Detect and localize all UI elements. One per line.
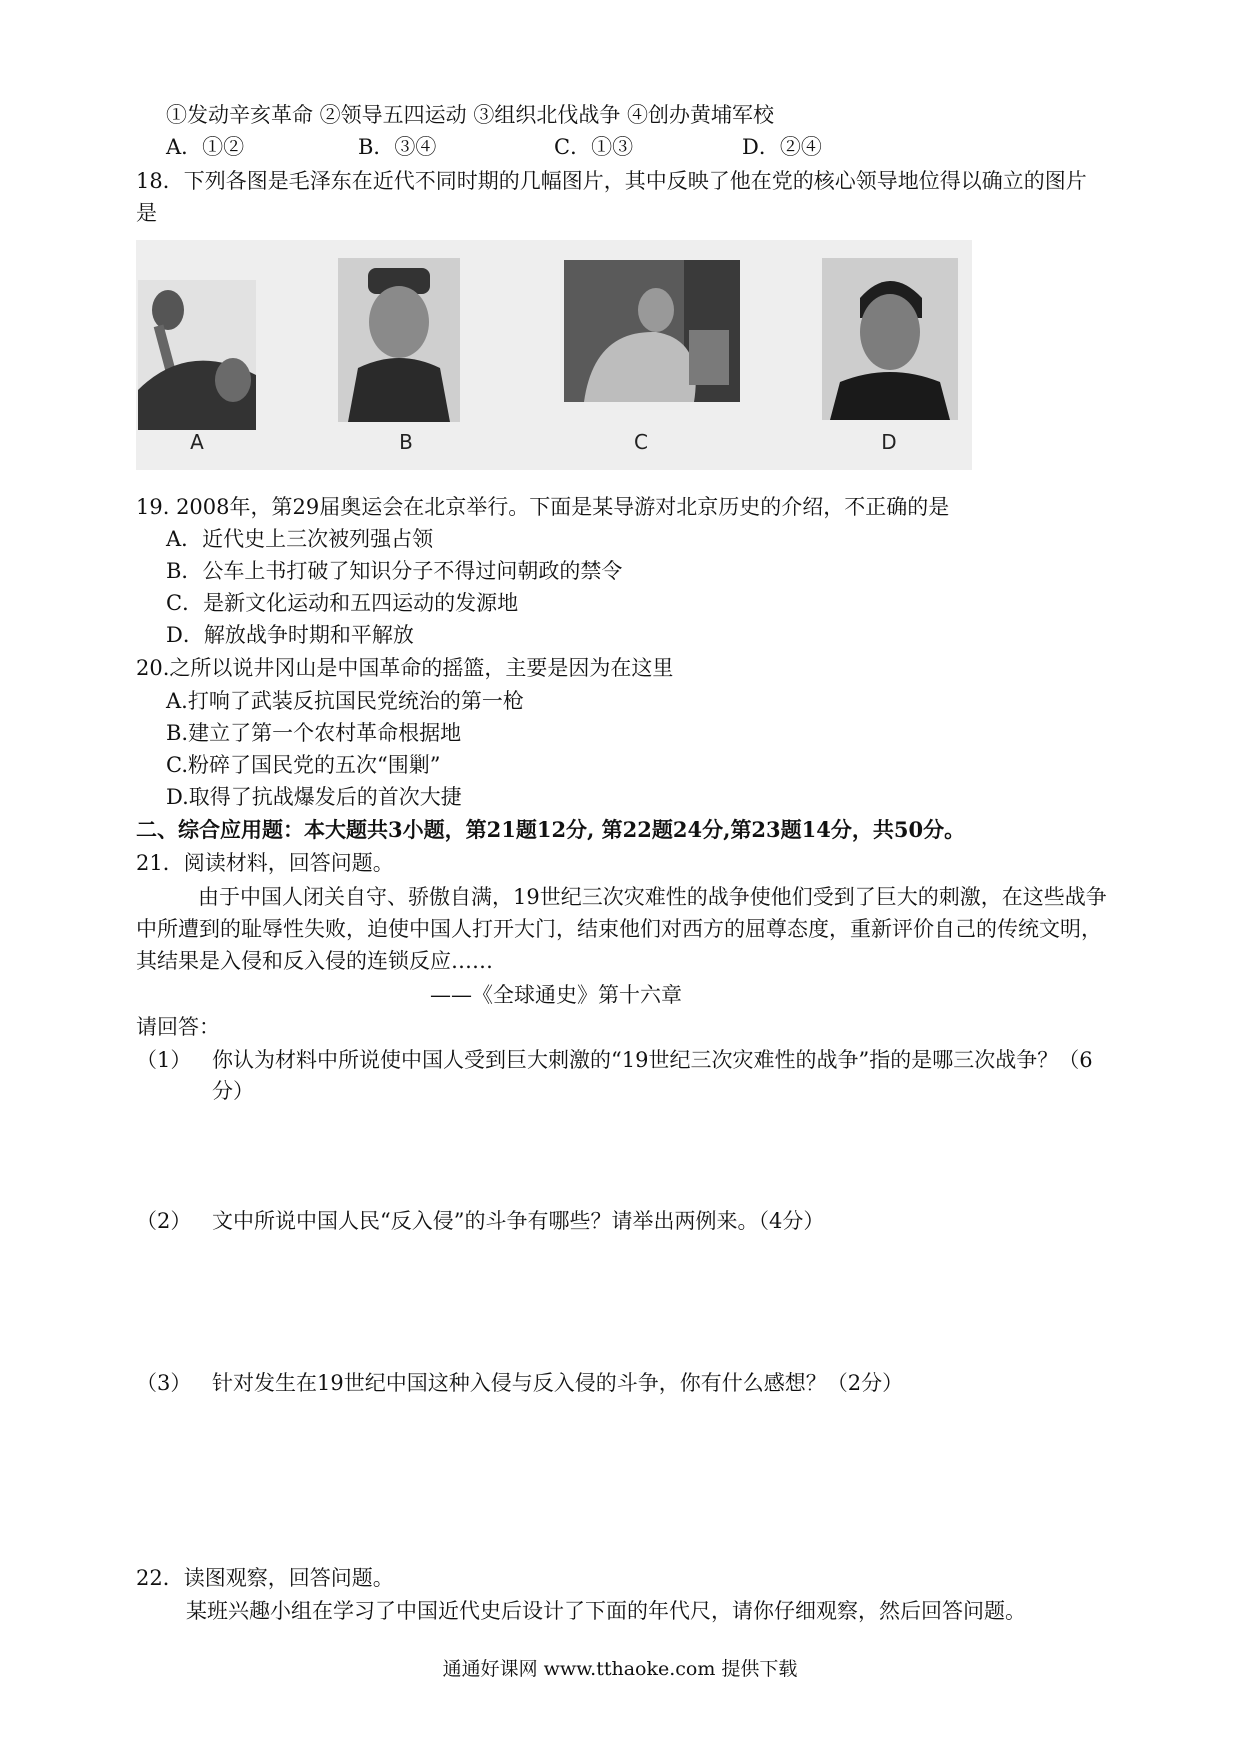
photo-c <box>564 260 740 402</box>
q21-stem: 21．阅读材料，回答问题。 <box>136 851 394 875</box>
q20-option-c: C.粉碎了国民党的五次“围剿” <box>166 753 441 777</box>
photo-a-image <box>138 280 256 430</box>
photo-b <box>338 258 460 422</box>
q21-passage-line3: 其结果是入侵和反入侵的连锁反应…… <box>136 949 493 973</box>
photo-a <box>138 280 256 430</box>
q19-stem: 19. 2008年，第29届奥运会在北京举行。下面是某导游对北京历史的介绍，不正确的是 <box>136 495 950 519</box>
photo-d-image <box>822 258 958 420</box>
q19-option-c: C．是新文化运动和五四运动的发源地 <box>166 591 519 615</box>
q21-sub1-text: 你认为材料中所说使中国人受到巨大刺激的“19世纪三次灾难性的战争”指的是哪三次战争？（6 <box>212 1048 1093 1072</box>
photo-label-d: D <box>881 430 897 454</box>
q17-options <box>166 132 822 162</box>
q19-option-b: B．公车上书打破了知识分子不得过问朝政的禁令 <box>166 559 623 583</box>
photo-c-image <box>564 260 740 402</box>
q22-intro: 某班兴趣小组在学习了中国近代史后设计了下面的年代尺，请你仔细观察，然后回答问题。 <box>186 1599 1026 1623</box>
photo-d <box>822 258 958 420</box>
q21-passage-line1: 由于中国人闭关自守、骄傲自满，19世纪三次灾难性的战争使他们受到了巨大的刺激，在这些战争 <box>198 885 1107 909</box>
photo-label-b: B <box>399 430 413 454</box>
photo-b-image <box>338 258 460 422</box>
q17-items: ①发动辛亥革命 ②领导五四运动 ③组织北伐战争 ④创办黄埔军校 <box>166 103 775 127</box>
q17-option-c: C．①③ <box>554 135 634 159</box>
q20-option-b: B.建立了第一个农村革命根据地 <box>166 721 462 745</box>
q20-option-a: A.打响了武装反抗国民党统治的第一枪 <box>166 689 524 713</box>
q21-sub3-number: （3） <box>136 1371 192 1395</box>
q18-photo-strip <box>136 240 972 470</box>
q17-option-b: B．③④ <box>358 135 437 159</box>
q17-option-a: A．①② <box>166 135 245 159</box>
q19-option-d: D．解放战争时期和平解放 <box>166 623 414 647</box>
q21-passage-line2: 中所遭到的耻辱性失败，迫使中国人打开大门，结束他们对西方的屈尊态度，重新评价自己的传统文明， <box>136 917 1102 941</box>
q20-stem: 20.之所以说井冈山是中国革命的摇篮，主要是因为在这里 <box>136 656 674 680</box>
q17-option-d: D．②④ <box>742 135 822 159</box>
q18-stem: 18．下列各图是毛泽东在近代不同时期的几幅图片，其中反映了他在党的核心领导地位得以确立的图片 <box>136 169 1087 193</box>
q21-prompt: 请回答： <box>136 1015 220 1039</box>
q21-sub1-text-cont: 分） <box>212 1079 254 1103</box>
q18-stem-cont: 是 <box>136 201 157 225</box>
page-footer: 通通好课网 www.tthaoke.com 提供下载 <box>442 1658 798 1680</box>
q21-sub2-number: （2） <box>136 1209 192 1233</box>
q20-option-d: D.取得了抗战爆发后的首次大捷 <box>166 785 462 809</box>
photo-label-a: A <box>190 430 204 454</box>
q22-stem: 22．读图观察，回答问题。 <box>136 1566 394 1590</box>
q19-option-a: A．近代史上三次被列强占领 <box>166 527 434 551</box>
section-2-heading: 二、综合应用题：本大题共3小题，第21题12分, 第22题24分,第23题14分，共50分。 <box>136 817 966 842</box>
photo-label-c: C <box>634 430 648 454</box>
q21-source: ——《全球通史》第十六章 <box>430 983 682 1007</box>
q21-sub2-text: 文中所说中国人民“反入侵”的斗争有哪些？请举出两例来。（4分） <box>212 1209 825 1233</box>
q21-sub1-number: （1） <box>136 1048 192 1072</box>
q21-sub3-text: 针对发生在19世纪中国这种入侵与反入侵的斗争，你有什么感想？（2分） <box>212 1371 904 1395</box>
